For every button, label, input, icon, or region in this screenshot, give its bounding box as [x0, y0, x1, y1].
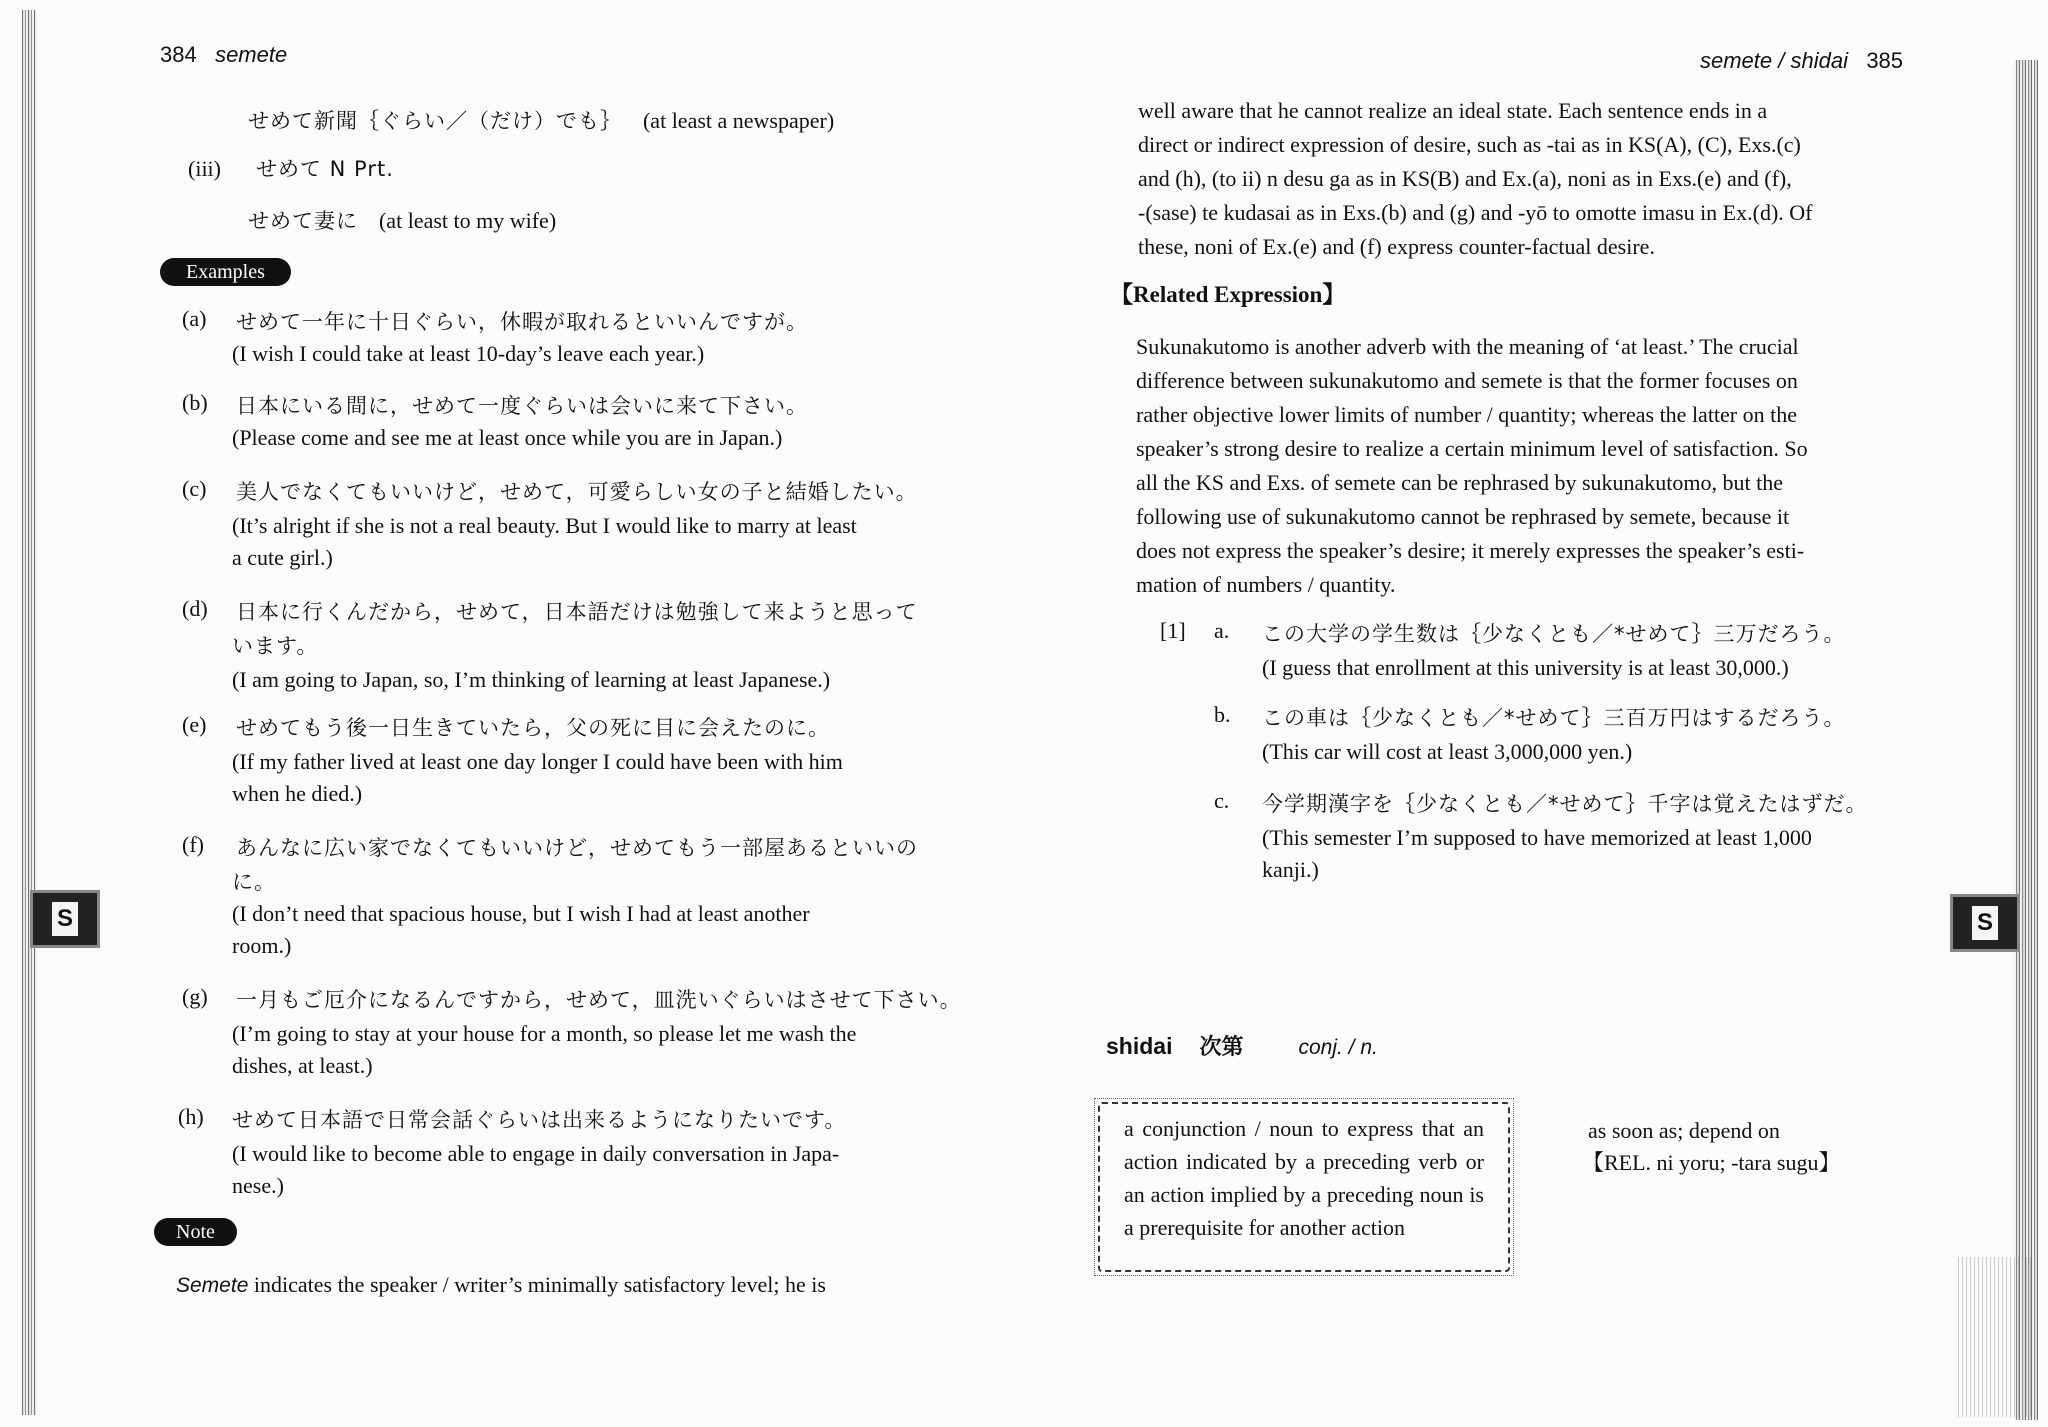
related-example-a-jp: この大学の学生数は｛少なくとも／*せめて｝三万だろう。 [1262, 622, 1846, 646]
left-running-head-word: semete [215, 42, 288, 67]
paragraph-related-line-1: Sukunakutomo is another adverb with the meaning of ‘at least.’ The crucial [1136, 334, 1799, 359]
right-thumb-tab [1950, 894, 2020, 952]
example-e-en-2: when he died.) [232, 781, 363, 806]
example-e-en-1: (If my father lived at least one day longer I could have been with him [232, 749, 843, 774]
note-text: indicates the speaker / writer’s minimally satisfactory level; he is [248, 1272, 826, 1297]
note-line [176, 1268, 826, 1302]
paragraph-related-line-8: mation of numbers / quantity. [1136, 572, 1396, 597]
example-h-en-1: (I would like to become able to engage in daily conversation in Japa- [232, 1141, 840, 1166]
example-b-jp: 日本にいる間に，せめて一度ぐらいは会いに来て下さい。 [236, 394, 808, 418]
example-g-jp: 一月もご厄介になるんですから，せめて，皿洗いぐらいはさせて下さい。 [236, 988, 962, 1012]
example-c-en-2: a cute girl.) [232, 545, 333, 570]
paragraph-related-line-6: following use of sukunakutomo cannot be rephrased by semete, because it [1136, 504, 1790, 529]
note-label: Note [154, 1218, 237, 1246]
example-b-en: (Please come and see me at least once while you are in Japan.) [232, 425, 783, 450]
top-line-3-jp: せめて妻に [248, 209, 358, 233]
example-d-jp-cont: います。 [232, 634, 319, 658]
paragraph-related [1136, 330, 1922, 602]
example-f-en-1: (I don’t need that spacious house, but I wish I had at least another [232, 901, 810, 926]
top-line-2 [188, 152, 394, 186]
related-example-a-en: (I guess that enrollment at this university is at least 30,000.) [1262, 655, 1789, 680]
right-running-head-word: semete / shidai [1700, 48, 1848, 73]
example-f-label: (f) [182, 832, 204, 857]
left-thumb-tab [30, 890, 100, 948]
paragraph-related-line-7: does not express the speaker’s desire; it merely expresses the speaker’s esti- [1136, 538, 1805, 563]
example-c-jp: 美人でなくてもいいけど，せめて，可愛らしい女の子と結婚したい。 [236, 480, 918, 504]
example-d-en: (I am going to Japan, so, I’m thinking of learning at least Japanese.) [232, 667, 831, 692]
related-expression-heading: 【Related Expression】 [1110, 282, 1346, 307]
example-g-en-2: dishes, at least.) [232, 1053, 373, 1078]
paragraph-related-line-5: all the KS and Exs. of semete can be rephrased by sukunakutomo, but the [1136, 470, 1784, 495]
example-a-label: (a) [182, 306, 207, 331]
top-line-3-en: (at least to my wife) [378, 208, 557, 233]
entry-headword: shidai [1106, 1033, 1173, 1059]
example-f-en-2: room.) [232, 933, 292, 958]
top-line-2-label: (iii) [188, 156, 221, 181]
paragraph-desire-line-1: well aware that he cannot realize an ideal state. Each sentence ends in a [1138, 98, 1768, 123]
related-example-c-en-2: kanji.) [1262, 857, 1319, 882]
top-line-3 [248, 204, 556, 238]
example-d-label: (d) [182, 596, 208, 621]
example-e-label: (e) [182, 712, 207, 737]
example-e-jp: せめてもう後一日生きていたら，父の死に目に会えたのに。 [236, 716, 830, 740]
example-a-en: (I wish I could take at least 10-day’s leave each year.) [232, 341, 705, 366]
related-example-c-en-1: (This semester I’m supposed to have memorized at least 1,000 [1262, 825, 1812, 850]
paragraph-related-line-4: speaker’s strong desire to realize a certain minimum level of satisfaction. So [1136, 436, 1808, 461]
right-page-number: 385 [1866, 48, 1904, 73]
example-f-jp-cont: に。 [232, 870, 276, 894]
example-g-en-1: (I’m going to stay at your house for a month, so please let me wash the [232, 1021, 857, 1046]
paragraph-desire-line-4: -(sase) te kudasai as in Exs.(b) and (g) and -yō to omotte imasu in Ex.(d). Of [1138, 200, 1813, 225]
top-line-1-en: (at least a newspaper) [642, 108, 835, 133]
related-example-b-label: b. [1214, 702, 1231, 727]
entry-header [1106, 1030, 1378, 1064]
paragraph-desire [1138, 94, 1922, 264]
top-line-1-jp: せめて新聞｛ぐらい／（だけ）でも｝ [248, 109, 622, 133]
left-thumb-tab-letter: S [52, 902, 78, 936]
related-example-b-en: (This car will cost at least 3,000,000 yen.) [1262, 739, 1633, 764]
related-example-number: [1] [1160, 618, 1186, 643]
related-example-b-jp: この車は｛少なくとも／*せめて｝三百万円はするだろう。 [1262, 706, 1846, 730]
example-c-label: (c) [182, 476, 207, 501]
related-example-c-label: c. [1214, 788, 1230, 813]
related-example-c-jp: 今学期漢字を｛少なくとも／*せめて｝千字は覚えたはずだ。 [1262, 792, 1868, 816]
entry-rel: 【REL. ni yoru; -tara sugu】 [1582, 1150, 1841, 1175]
entry-kanji: 次第 [1199, 1035, 1244, 1060]
example-h-en-2: nese.) [232, 1173, 284, 1198]
note-term: Semete [176, 1274, 249, 1297]
example-b-label: (b) [182, 390, 208, 415]
related-example-a-label: a. [1214, 618, 1230, 643]
entry-definition: a conjunction / noun to express that an action indicated by a preceding verb or an action implied by a preceding noun is a prerequisite for another action [1124, 1116, 1484, 1240]
example-c-en-1: (It’s alright if she is not a real beauty. But I would like to marry at least [232, 513, 857, 538]
examples-label: Examples [160, 258, 291, 286]
paragraph-desire-line-2: direct or indirect expression of desire, such as -tai as in KS(A), (C), Exs.(c) [1138, 132, 1801, 157]
paragraph-desire-line-5: these, noni of Ex.(e) and (f) express counter-factual desire. [1138, 234, 1655, 259]
right-running-head [1700, 48, 1903, 74]
example-h-jp: せめて日本語で日常会話ぐらいは出来るようになりたいです。 [232, 1108, 847, 1132]
right-thumb-tab-letter: S [1972, 906, 1998, 940]
paragraph-desire-line-3: and (h), (to ii) n desu ga as in KS(B) and Ex.(a), noni as in Exs.(e) and (f), [1138, 166, 1792, 191]
example-d-jp: 日本に行くんだから，せめて，日本語だけは勉強して来ようと思って [236, 600, 918, 624]
left-running-head [160, 42, 287, 68]
paragraph-related-line-2: difference between sukunakutomo and semete is that the former focuses on [1136, 368, 1798, 393]
example-a-jp: せめて一年に十日ぐらい，休暇が取れるといいんですが。 [236, 310, 808, 334]
paragraph-related-line-3: rather objective lower limits of number / quantity; whereas the latter on the [1136, 402, 1798, 427]
example-g-label: (g) [182, 984, 208, 1009]
left-page-number: 384 [160, 42, 197, 67]
top-line-1 [248, 104, 834, 138]
top-line-2-jp: せめて N Prt. [256, 157, 394, 181]
entry-gloss: as soon as; depend on [1588, 1118, 1780, 1143]
entry-pos: conj. / n. [1298, 1036, 1378, 1059]
entry-definition-box [1098, 1102, 1510, 1272]
example-f-jp: あんなに広い家でなくてもいいけど，せめてもう一部屋あるといいの [236, 836, 918, 860]
example-h-label: (h) [178, 1104, 204, 1129]
